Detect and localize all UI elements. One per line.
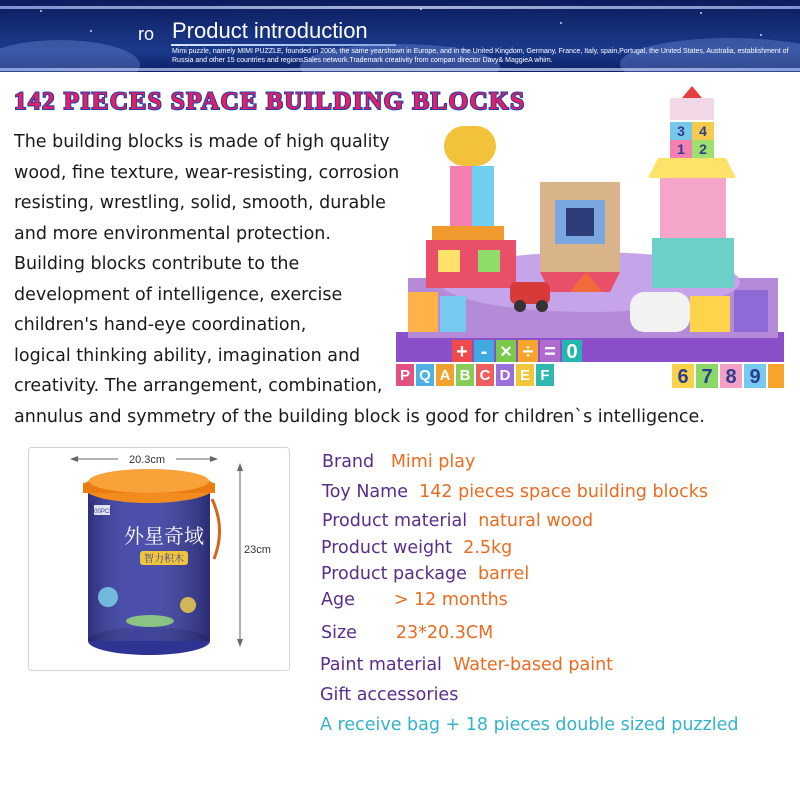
barrel-chinese-title: 外星奇域 xyxy=(124,524,204,548)
math-block-label: ÷ xyxy=(522,341,534,363)
spec-key: Product package xyxy=(321,564,467,584)
spec-value: 2.5kg xyxy=(463,538,513,558)
top-banner xyxy=(0,0,800,72)
spec-key: Product material xyxy=(322,511,468,531)
spec-value: natural wood xyxy=(478,511,594,531)
number-block-label: 4 xyxy=(699,123,707,139)
spec-key: Paint material xyxy=(320,655,442,675)
spec-value: Water-based paint xyxy=(453,655,614,675)
description-line: resisting, wrestling, solid, smooth, durable xyxy=(14,193,386,213)
digit-block-label: 9 xyxy=(749,366,761,388)
digit-block-label: 7 xyxy=(701,366,713,388)
letter-block-label: B xyxy=(459,367,471,384)
digit-block-label: 8 xyxy=(725,366,737,388)
spec-package xyxy=(321,564,529,584)
letter-block-label: Q xyxy=(419,367,431,384)
math-block-label: + xyxy=(456,341,468,363)
math-block-label: - xyxy=(480,341,488,363)
spec-paint xyxy=(320,655,613,675)
spec-toy-name xyxy=(322,482,708,502)
spec-key: Toy Name xyxy=(322,482,408,502)
barrel-photo xyxy=(28,447,290,671)
spec-material xyxy=(322,511,593,531)
spec-brand xyxy=(322,452,475,472)
letter-block-label: A xyxy=(439,367,451,384)
product-description xyxy=(14,127,794,432)
letter-block-label: F xyxy=(540,367,550,384)
barrel-chinese-subtitle: 智力积木 xyxy=(144,554,184,565)
star-decoration xyxy=(760,34,762,36)
spec-value: 142 pieces space building blocks xyxy=(419,482,709,502)
star-decoration xyxy=(700,12,702,14)
spec-size xyxy=(321,623,493,643)
star-decoration xyxy=(40,10,42,12)
spec-weight xyxy=(321,538,512,558)
description-line: The building blocks is made of high quality xyxy=(14,132,390,152)
barrel-badge: 100PCS xyxy=(90,509,114,515)
description-line: annulus and symmetry of the building block is good for children`s intelligence. xyxy=(14,406,705,427)
spec-key: Brand xyxy=(322,452,375,472)
description-line: development of intelligence, exercise xyxy=(14,284,343,305)
spec-gift-value: A receive bag + 18 pieces double sized puzzled xyxy=(320,715,739,735)
math-block-label: = xyxy=(544,341,556,363)
description-line: and more environmental protection. xyxy=(14,223,331,244)
number-block-label: 2 xyxy=(699,141,707,157)
spec-key: Size xyxy=(321,623,357,643)
height-dimension-label: 23cm xyxy=(244,544,271,556)
banner-stripe xyxy=(0,6,800,9)
spec-value: 23*20.3CM xyxy=(395,623,494,643)
product-heading: 142 PIECES SPACE BUILDING BLOCKS xyxy=(14,88,526,115)
description-line: logical thinking ability, imagination and xyxy=(14,345,361,366)
spec-value: barrel xyxy=(478,564,530,584)
banner-stripe xyxy=(0,68,800,71)
spec-key: Product weight xyxy=(321,538,453,558)
banner-title: Product introduction xyxy=(172,18,368,43)
spec-gift xyxy=(320,685,458,705)
math-block-label: × xyxy=(500,341,512,363)
number-block-label: 1 xyxy=(677,141,685,157)
digit-block-label: 6 xyxy=(677,366,689,388)
banner-blurb: Mimi puzzle, namely MIMI PUZZLE, founded in 2006, the same yearshown in Europe, and in the United Kingdom, Germany, France, Italy, spain,Portugal, the United States, Australia, establishment of Russia and other 15 countries and regionsSales network.Trademark creativity from compan director Davy& MaggieA whim. xyxy=(172,48,789,64)
description-line: wood, fine texture, wear-resisting, corrosion xyxy=(14,162,400,183)
math-block-label: 0 xyxy=(566,341,578,363)
width-dimension-label: 20.3cm xyxy=(128,454,166,466)
letter-block-label: P xyxy=(399,367,411,384)
description-line: Building blocks contribute to the xyxy=(14,254,300,274)
description-line: creativity. The arrangement, combination, xyxy=(14,376,383,396)
spec-value: Mimi play xyxy=(390,452,476,472)
number-block-label: 3 xyxy=(677,123,685,139)
banner-underline xyxy=(171,44,396,46)
spec-key: Age xyxy=(321,590,355,610)
spec-age xyxy=(321,590,508,610)
spec-key: Gift accessories xyxy=(320,685,459,705)
description-line: children's hand-eye coordination, xyxy=(14,315,307,335)
star-decoration xyxy=(560,22,562,24)
banner-prefix: ro xyxy=(138,24,155,44)
star-decoration xyxy=(90,30,92,32)
letter-block-label: D xyxy=(499,367,511,384)
spec-value: > 12 months xyxy=(393,590,508,610)
letter-block-label: C xyxy=(479,367,491,384)
letter-block-label: E xyxy=(519,367,531,384)
